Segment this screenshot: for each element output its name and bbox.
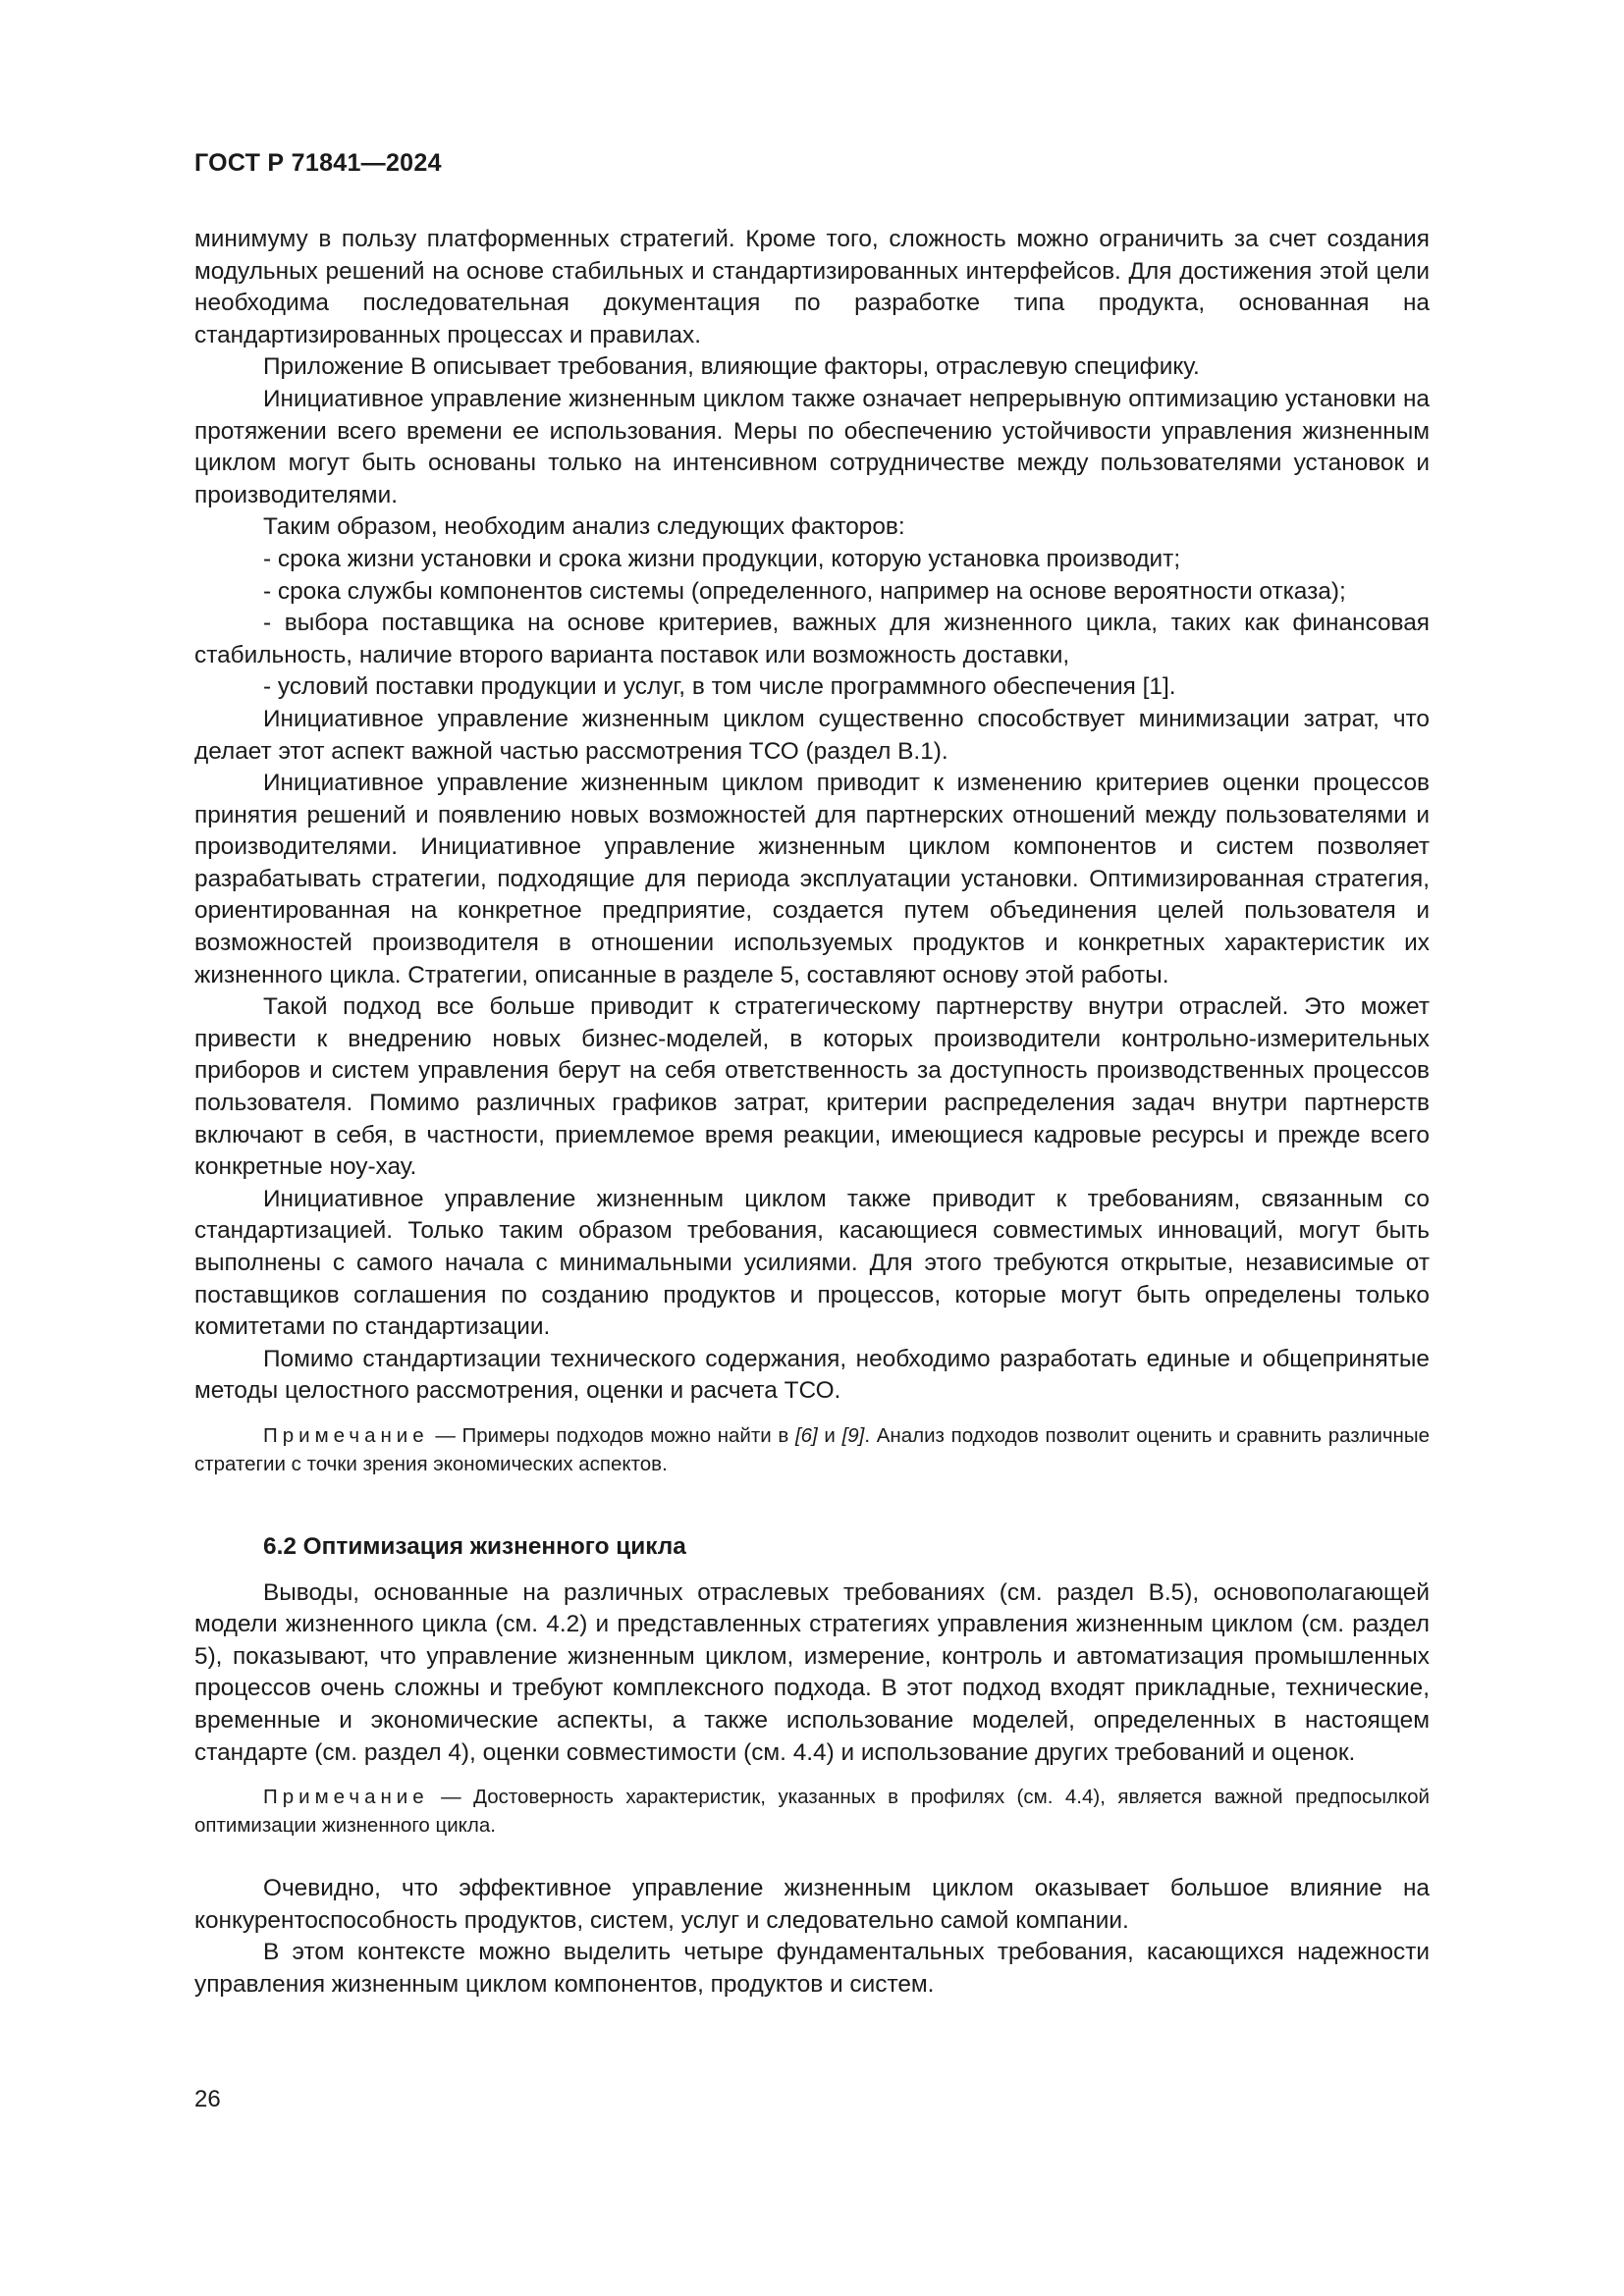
section-heading: 6.2 Оптимизация жизненного цикла xyxy=(263,1532,686,1560)
paragraph-continuation: минимуму в пользу платформенных стратегий. Кроме того, сложность можно ограничить за счет создания модульных решений на основе стабильных и стандартизированных интерфейсов. Для достижения этой цели необходима последовательная документация по разработке типа продукта, основанная на стандартизированных процессах и правилах. xyxy=(194,226,1430,348)
paragraph: Инициативное управление жизненным циклом существенно способствует минимизации затрат, что делает этот аспект важной частью рассмотрения ТСО (раздел В.1). xyxy=(194,705,1430,765)
paragraph: Такой подход все больше приводит к стратегическому партнерству внутри отраслей. Это может привести к внедрению новых бизнес-моделей, в которых производители контрольно-измерительных приборов и систем управления берут на себя ответственность за доступность производственных процессов пользователя. Помимо различных графиков затрат, критерии распределения задач внутри партнерств включают в себя, в частности, приемлемое время реакции, имеющиеся кадровые ресурсы и прежде всего конкретные ноу-хау. xyxy=(194,993,1430,1181)
paragraph: Инициативное управление жизненным циклом также означает непрерывную оптимизацию установки на протяжении всего времени ее использования. Меры по обеспечению устойчивости управления жизненным циклом могут быть основаны только на интенсивном сотрудничестве между пользователями установок и производителями. xyxy=(194,385,1430,508)
paragraph: Таким образом, необходим анализ следующих факторов: xyxy=(263,513,905,541)
paragraph: Инициативное управление жизненным циклом также приводит к требованиям, связанным со стандартизацией. Только таким образом требования, касающиеся совместимых инноваций, могут быть выполнены с самого начала с минимальными усилиями. Для этого требуются открытые, независимые от поставщиков соглашения по созданию продуктов и процессов, которые могут быть определены только комитетами по стандартизации. xyxy=(194,1185,1430,1341)
note-dash: — xyxy=(428,1423,462,1447)
list-item: - срока жизни установки и срока жизни продукции, которую установка производит; xyxy=(263,545,1181,572)
paragraph: В этом контексте можно выделить четыре фундаментальных требования, касающихся надежности управления жизненным циклом компонентов, продуктов и систем. xyxy=(194,1939,1430,1998)
note-dash: — xyxy=(428,1786,474,1809)
paragraph: Инициативное управление жизненным циклом приводит к изменению критериев оценки процессов принятия решений и появлению новых возможностей для партнерских отношений между пользователями и производителями. Инициативное управление жизненным циклом компонентов и систем позволяет разрабатывать стратегии, подходящие для периода эксплуатации установки. Оптимизированная стратегия, ориентированная на конкретное предприятие, создается путем объединения целей пользователя и возможностей производителя в отношении используемых продуктов и конкретных характеристик их жизненного цикла. Стратегии, описанные в разделе 5, составляют основу этой работы. xyxy=(194,770,1430,988)
note-text: . Анализ подходов позволит оценить и сравнить различные стратегии с точки зрения экономических аспектов. xyxy=(194,1423,1430,1475)
note-label: Примечание xyxy=(263,1423,429,1447)
note-label: Примечание xyxy=(263,1786,429,1809)
paragraph: Приложение В описывает требования, влияющие факторы, отраслевую специфику. xyxy=(263,353,1200,381)
reference-link: [9] xyxy=(841,1423,865,1447)
list-item: - условий поставки продукции и услуг, в том числе программного обеспечения [1]. xyxy=(263,673,1176,701)
note-text: Примеры подходов можно найти в xyxy=(461,1423,795,1447)
document-body xyxy=(194,224,1430,2002)
page-number: 26 xyxy=(194,2086,221,2112)
list-item: - выбора поставщика на основе критериев, важных для жизненного цикла, таких как финансовая стабильность, наличие второго варианта поставок или возможность доставки, xyxy=(194,610,1430,668)
paragraph: Выводы, основанные на различных отраслевых требованиях (см. раздел В.5), основополагающей модели жизненного цикла (см. 4.2) и представленных стратегиях управления жизненным циклом (см. раздел 5), показывают, что управление жизненным циклом, измерение, контроль и автоматизация промышленных процессов очень сложны и требуют комплексного подхода. В этот подход входят прикладные, технические, временные и экономические аспекты, а также использование моделей, определенных в настоящем стандарте (см. раздел 4), оценки совместимости (см. 4.4) и использование других требований и оценок. xyxy=(194,1578,1430,1766)
note-text: Достоверность характеристик, указанных в профилях (см. 4.4), является важной предпосылкой оптимизации жизненного цикла. xyxy=(194,1786,1430,1838)
reference-link: [6] xyxy=(794,1423,818,1447)
note-text: и xyxy=(817,1423,842,1447)
note xyxy=(194,1421,1430,1478)
paragraph: Очевидно, что эффективное управление жизненным циклом оказывает большое влияние на конкурентоспособность продуктов, систем, услуг и следовательно самой компании. xyxy=(194,1875,1430,1934)
document-code-header: ГОСТ Р 71841—2024 xyxy=(194,149,442,177)
note xyxy=(194,1783,1430,1840)
paragraph: Помимо стандартизации технического содержания, необходимо разработать единые и общепринятые методы целостного рассмотрения, оценки и расчета ТСО. xyxy=(194,1345,1430,1405)
list-item: - срока службы компонентов системы (определенного, например на основе вероятности отказа); xyxy=(263,577,1346,605)
